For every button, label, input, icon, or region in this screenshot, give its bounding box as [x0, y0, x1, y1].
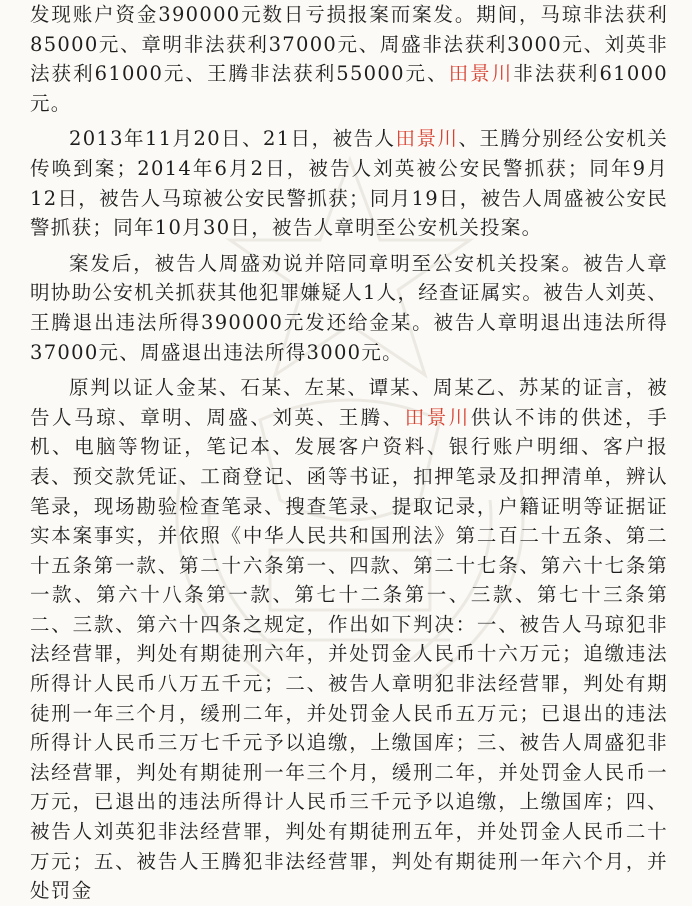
paragraph-text: 案发后，被告人周盛劝说并陪同章明至公安机关投案。被告人章明协助公安机关抓获其他犯罪嫌疑人1人，经查证属实。被告人刘英、王腾退出违法所得390000元发还给金某。被告人章明退出违法所得37000元、周盛退出违法所得3000元。 — [30, 251, 668, 364]
paragraph-text: 2013年11月20日、21日，被告人 — [69, 127, 396, 151]
highlighted-name: 田景川 — [448, 62, 514, 86]
paragraph-text: 原判以证人金某、石某、左某、谭某、周某乙、苏某的证言，被告人马琼、章明、周盛、刘英、王腾、 — [30, 376, 668, 429]
paragraph — [30, 373, 668, 906]
paragraph-text: 供认不讳的供述，手机、电脑等物证，笔记本、发展客户资料、银行账户明细、客户报表、预交款凭证、工商登记、函等书证，扣押笔录及扣押清单，辨认笔录，现场勘验检查笔录、搜查笔录、提取记录，户籍证明等证据证实本案事实，并依照《中华人民共和国刑法》第二百二十五条、第二十五条第一款、第二十六条第一、四款、第二十七条、第六十七条第一款、第六十八条第一款、第七十二条第一、三款、第七十三条第二、三款、第六十四条之规定，作出如下判决：一、被告人马琼犯非法经营罪，判处有期徒刑六年，并处罚金人民币十六万元；追缴违法所得计人民币八万五千元；二、被告人章明犯非法经营罪，判处有期徒刑一年三个月，缓刑二年，并处罚金人民币五万元；已退出的违法所得计人民币三万七千元予以追缴，上缴国库；三、被告人周盛犯非法经营罪，判处有期徒刑一年三个月，缓刑二年，并处罚金人民币一万元，已退出的违法所得计人民币三千元予以追缴，上缴国库；四、被告人刘英犯非法经营罪，判处有期徒刑五年，并处罚金人民币二十万元；五、被告人王腾犯非法经营罪，判处有期徒刑一年六个月，并处罚金 — [30, 405, 668, 903]
paragraph — [30, 0, 668, 118]
paragraph — [30, 124, 668, 242]
paragraph-text: 发现账户资金390000元数日亏损报案而案发。期间，马琼非法获利85000元、章明非法获利37000元、周盛非法获利3000元、刘英非法获利61000元、王腾非法获利55000元、 — [30, 3, 668, 86]
paragraph — [30, 249, 668, 367]
paragraph-text: 非法获利61000元。 — [30, 62, 668, 115]
highlighted-name: 田景川 — [395, 127, 459, 151]
paragraph-text: 、王腾分别经公安机关传唤到案；2014年6月2日，被告人刘英被公安民警抓获；同年9月12日，被告人马琼被公安民警抓获；同月19日，被告人周盛被公安民警抓获；同年10月30日，被告人章明至公安机关投案。 — [30, 127, 668, 240]
highlighted-name: 田景川 — [404, 405, 471, 429]
